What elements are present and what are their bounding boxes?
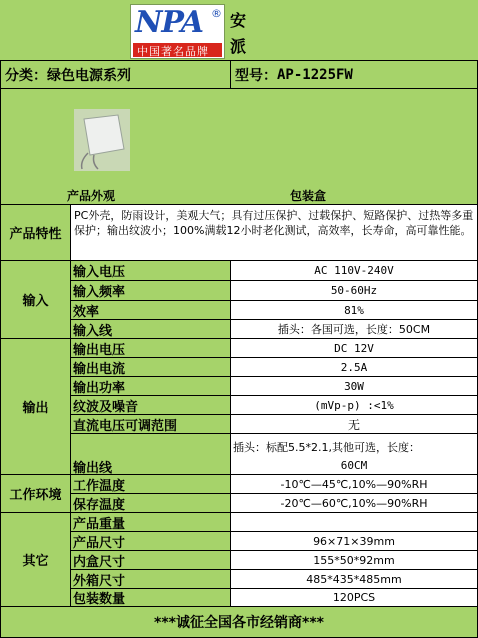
output-row-value-4	[230, 414, 478, 434]
output-label: 输出	[22, 401, 49, 416]
image-area	[0, 88, 478, 205]
row-name: 输入电压	[73, 265, 126, 280]
env-row-value-1	[230, 493, 478, 513]
other-label: 其它	[22, 554, 49, 569]
row-name: 包装数量	[73, 592, 126, 607]
logo-text: NPA	[135, 5, 204, 40]
row-name: 效率	[73, 304, 100, 320]
model-cell	[230, 60, 478, 89]
row-value-line1: 插头：标配5.5*2.1,其他可选，长度：	[233, 441, 420, 454]
row-value-line2: 60CM	[340, 459, 368, 472]
product-caption: 产品外观	[67, 189, 116, 203]
other-row-value-3	[230, 569, 478, 589]
other-row-value-1	[230, 531, 478, 551]
other-row-name-3	[70, 569, 231, 589]
row-name: 纹波及噪音	[73, 399, 139, 415]
row-name: 输出电压	[73, 342, 126, 358]
category-value: 绿色电源系列	[47, 67, 131, 84]
registered-mark: ®	[211, 7, 222, 20]
output-row-name-2	[70, 376, 231, 396]
env-row-value-0	[230, 474, 478, 494]
other-row-value-2	[230, 550, 478, 570]
output-row-name-4	[70, 414, 231, 434]
input-row-name-2	[70, 300, 231, 320]
row-value: 无	[347, 417, 360, 432]
row-name: 产品重量	[73, 516, 126, 532]
row-value: 81%	[344, 303, 364, 317]
environment-label-cell	[0, 474, 71, 513]
model-value: AP-1225FW	[277, 66, 353, 83]
brand-name-line2: 派	[230, 37, 247, 56]
features-text-cell	[70, 204, 478, 261]
row-value: 插头：各国可选，长度：50CM	[277, 323, 431, 336]
other-row-value-4	[230, 588, 478, 607]
input-row-name-3	[70, 319, 231, 339]
product-photo	[74, 109, 130, 171]
row-value: 30W	[344, 379, 364, 393]
row-name: 输入线	[73, 323, 113, 339]
input-label: 输入	[22, 294, 49, 309]
row-value: 2.5A	[340, 360, 368, 374]
output-row-value-1	[230, 357, 478, 377]
logo-tagline: 中国著名品牌	[137, 45, 209, 58]
row-value: -10℃—45℃,10%—90%RH	[280, 477, 428, 491]
env-row-name-1	[70, 493, 231, 513]
row-name: 输出线	[73, 461, 113, 475]
row-name: 保存温度	[73, 497, 126, 513]
row-value: (mVp-p) :<1%	[314, 398, 394, 412]
row-name: 外箱尺寸	[73, 573, 126, 589]
footer-banner	[0, 606, 478, 638]
category-label: 分类：	[5, 67, 47, 84]
category-cell	[0, 60, 231, 89]
output-row-value-2	[230, 376, 478, 396]
input-row-value-0	[230, 260, 478, 281]
input-row-value-3	[230, 319, 478, 339]
row-name: 直流电压可调范围	[73, 418, 178, 434]
row-name: 输出电流	[73, 361, 126, 377]
environment-label: 工作环境	[9, 488, 62, 503]
row-name: 工作温度	[73, 478, 126, 494]
brand-name-line1: 安	[230, 11, 247, 30]
row-value: 485*435*485mm	[306, 572, 402, 586]
input-row-name-0	[70, 260, 231, 281]
row-value: 120PCS	[332, 591, 376, 604]
output-row-value-5	[230, 433, 478, 475]
features-text: PC外壳，防雨设计，美观大气；具有过压保护、过载保护、短路保护、过热等多重保护；输出纹波小；100%满载12小时老化测试，高效率，长寿命，高可靠性能。	[74, 209, 474, 237]
row-value: 96×71×39mm	[313, 534, 395, 548]
row-name: 内盒尺寸	[73, 554, 126, 570]
output-row-name-0	[70, 338, 231, 358]
features-label-cell	[0, 204, 71, 261]
input-label-cell	[0, 260, 71, 339]
output-row-value-0	[230, 338, 478, 358]
row-value: AC 110V-240V	[314, 264, 394, 277]
input-row-value-1	[230, 280, 478, 301]
package-caption: 包装盒	[290, 189, 327, 203]
output-row-value-3	[230, 395, 478, 415]
row-name: 输出功率	[73, 380, 126, 396]
brand-logo	[130, 4, 225, 59]
other-row-name-2	[70, 550, 231, 570]
features-label: 产品特性	[9, 227, 62, 242]
other-label-cell	[0, 512, 71, 607]
env-row-name-0	[70, 474, 231, 494]
output-label-cell	[0, 338, 71, 475]
row-value: -20℃—60℃,10%—90%RH	[280, 496, 428, 510]
input-row-name-1	[70, 280, 231, 301]
row-name: 输入频率	[73, 285, 126, 300]
other-row-name-0	[70, 512, 231, 532]
row-value: 155*50*92mm	[313, 553, 395, 567]
output-row-name-1	[70, 357, 231, 377]
row-name: 产品尺寸	[73, 535, 126, 551]
model-label: 型号：	[235, 67, 277, 84]
other-row-name-1	[70, 531, 231, 551]
other-row-name-4	[70, 588, 231, 607]
other-row-value-0	[230, 512, 478, 532]
output-row-name-3	[70, 395, 231, 415]
input-row-value-2	[230, 300, 478, 320]
row-value: DC 12V	[334, 341, 374, 355]
output-row-name-5	[70, 433, 231, 475]
row-value: 50-60Hz	[330, 284, 378, 297]
footer-text: ***诚征全国各市经销商***	[154, 615, 324, 631]
